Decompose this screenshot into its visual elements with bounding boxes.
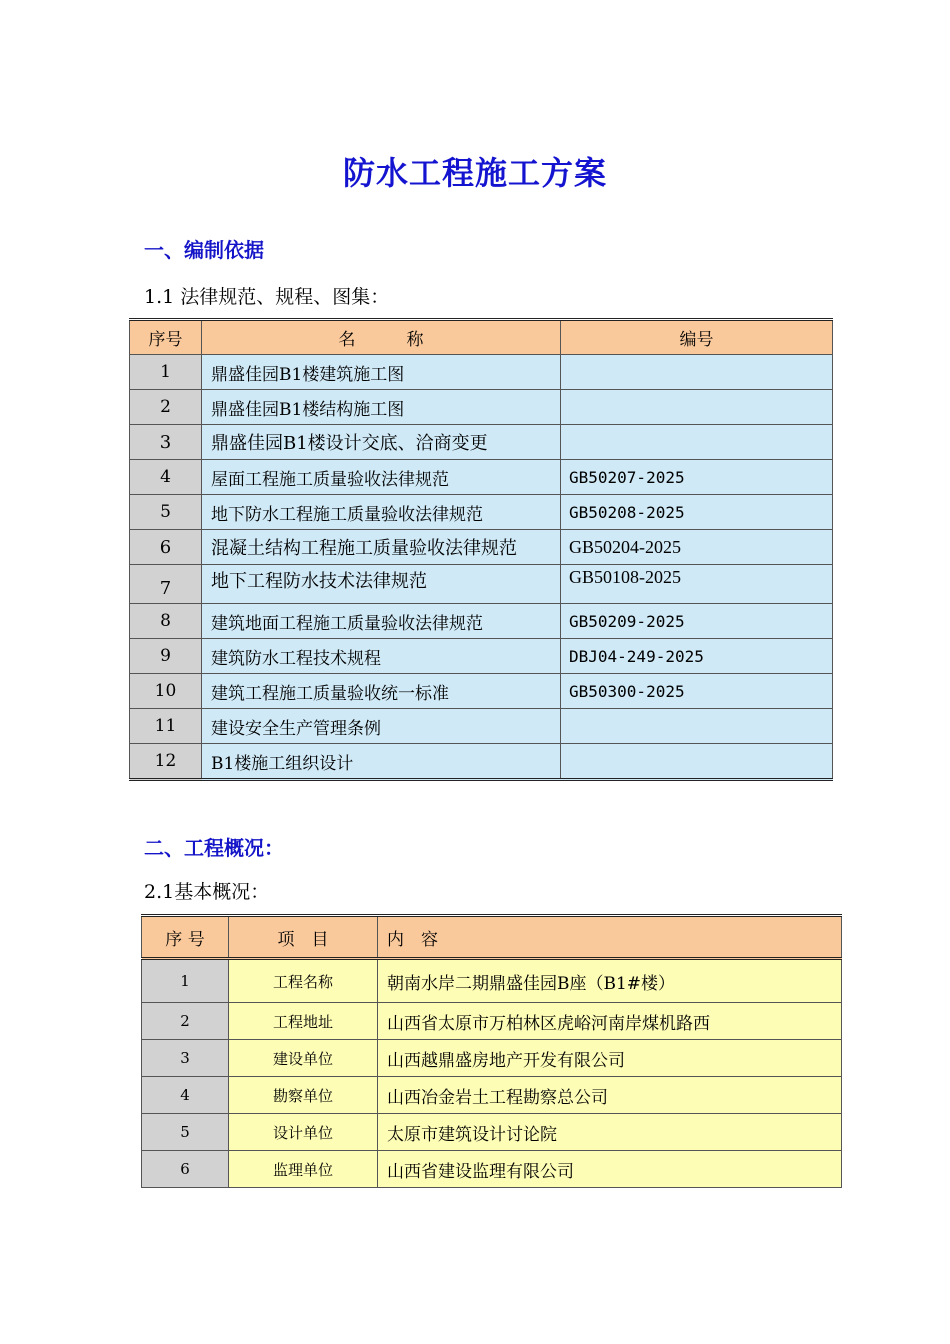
table-row bbox=[130, 460, 833, 495]
table-header-row bbox=[142, 916, 842, 959]
row-code: GB50204-2025 bbox=[561, 530, 833, 565]
header-name: 名 称 bbox=[202, 320, 561, 355]
row-seq: 10 bbox=[130, 674, 202, 709]
table-row bbox=[142, 1151, 842, 1188]
row-name: 建筑防水工程技术规程 bbox=[202, 639, 561, 674]
header-seq: 序 号 bbox=[142, 916, 229, 959]
row-content: 山西省建设监理有限公司 bbox=[378, 1151, 842, 1188]
row-name: 鼎盛佳园B1楼设计交底、洽商变更 bbox=[202, 425, 561, 460]
row-seq: 11 bbox=[130, 709, 202, 744]
header-code: 编号 bbox=[561, 320, 833, 355]
row-name: 屋面工程施工质量验收法律规范 bbox=[202, 460, 561, 495]
row-seq: 1 bbox=[130, 355, 202, 390]
row-item: 勘察单位 bbox=[229, 1077, 378, 1114]
row-name: 鼎盛佳园B1楼建筑施工图 bbox=[202, 355, 561, 390]
row-seq: 2 bbox=[142, 1003, 229, 1040]
section2-heading: 二、工程概况： bbox=[144, 836, 284, 860]
table-header-row bbox=[130, 320, 833, 355]
row-code bbox=[561, 425, 833, 460]
row-content: 太原市建筑设计讨论院 bbox=[378, 1114, 842, 1151]
row-content: 山西省太原市万柏林区虎峪河南岸煤机路西 bbox=[378, 1003, 842, 1040]
row-code: DBJ04-249-2025 bbox=[561, 639, 833, 674]
overview-table bbox=[141, 914, 842, 1188]
row-name: 地下工程防水技术法律规范 bbox=[202, 565, 561, 604]
section1-subheading: 1.1 法律规范、规程、图集： bbox=[144, 286, 390, 308]
row-seq: 9 bbox=[130, 639, 202, 674]
table-row bbox=[130, 565, 833, 604]
row-code bbox=[561, 355, 833, 390]
row-code bbox=[561, 744, 833, 780]
table-row bbox=[130, 674, 833, 709]
row-code bbox=[561, 709, 833, 744]
table-row bbox=[142, 1114, 842, 1151]
row-seq: 4 bbox=[142, 1077, 229, 1114]
header-seq: 序号 bbox=[130, 320, 202, 355]
table-row bbox=[142, 1040, 842, 1077]
row-name: 混凝土结构工程施工质量验收法律规范 bbox=[202, 530, 561, 565]
row-code: GB50208-2025 bbox=[561, 495, 833, 530]
row-name: 鼎盛佳园B1楼结构施工图 bbox=[202, 390, 561, 425]
row-seq: 3 bbox=[142, 1040, 229, 1077]
row-code bbox=[561, 390, 833, 425]
row-seq: 5 bbox=[130, 495, 202, 530]
section2-subheading: 2.1基本概况： bbox=[144, 881, 270, 903]
row-seq: 6 bbox=[130, 530, 202, 565]
table-row bbox=[130, 639, 833, 674]
row-content: 山西冶金岩土工程勘察总公司 bbox=[378, 1077, 842, 1114]
table-row bbox=[130, 425, 833, 460]
row-item: 工程地址 bbox=[229, 1003, 378, 1040]
row-code: GB50209-2025 bbox=[561, 604, 833, 639]
row-item: 建设单位 bbox=[229, 1040, 378, 1077]
table-row bbox=[130, 530, 833, 565]
row-code: GB50300-2025 bbox=[561, 674, 833, 709]
header-item: 项 目 bbox=[229, 916, 378, 959]
row-seq: 3 bbox=[130, 425, 202, 460]
row-content: 朝南水岸二期鼎盛佳园B座（B1#楼） bbox=[378, 959, 842, 1003]
regulations-table bbox=[129, 318, 833, 781]
row-seq: 1 bbox=[142, 959, 229, 1003]
row-code: GB50108-2025 bbox=[561, 565, 833, 604]
row-item: 工程名称 bbox=[229, 959, 378, 1003]
row-seq: 12 bbox=[130, 744, 202, 780]
row-seq: 2 bbox=[130, 390, 202, 425]
table-row bbox=[130, 355, 833, 390]
document-title: 防水工程施工方案 bbox=[342, 154, 607, 192]
row-item: 设计单位 bbox=[229, 1114, 378, 1151]
row-seq: 7 bbox=[130, 565, 202, 604]
table-row bbox=[142, 1003, 842, 1040]
row-name: 建筑工程施工质量验收统一标准 bbox=[202, 674, 561, 709]
row-seq: 8 bbox=[130, 604, 202, 639]
table-row bbox=[130, 495, 833, 530]
header-content: 内 容 bbox=[378, 916, 842, 959]
row-name: 建筑地面工程施工质量验收法律规范 bbox=[202, 604, 561, 639]
table-row bbox=[130, 744, 833, 780]
section1-heading: 一、编制依据 bbox=[144, 238, 264, 262]
table-row bbox=[130, 709, 833, 744]
row-seq: 6 bbox=[142, 1151, 229, 1188]
row-code: GB50207-2025 bbox=[561, 460, 833, 495]
row-seq: 4 bbox=[130, 460, 202, 495]
row-seq: 5 bbox=[142, 1114, 229, 1151]
row-content: 山西越鼎盛房地产开发有限公司 bbox=[378, 1040, 842, 1077]
row-name: B1楼施工组织设计 bbox=[202, 744, 561, 780]
table-row bbox=[142, 959, 842, 1003]
table-row bbox=[142, 1077, 842, 1114]
row-name: 建设安全生产管理条例 bbox=[202, 709, 561, 744]
table-row bbox=[130, 604, 833, 639]
row-item: 监理单位 bbox=[229, 1151, 378, 1188]
row-name: 地下防水工程施工质量验收法律规范 bbox=[202, 495, 561, 530]
table-row bbox=[130, 390, 833, 425]
